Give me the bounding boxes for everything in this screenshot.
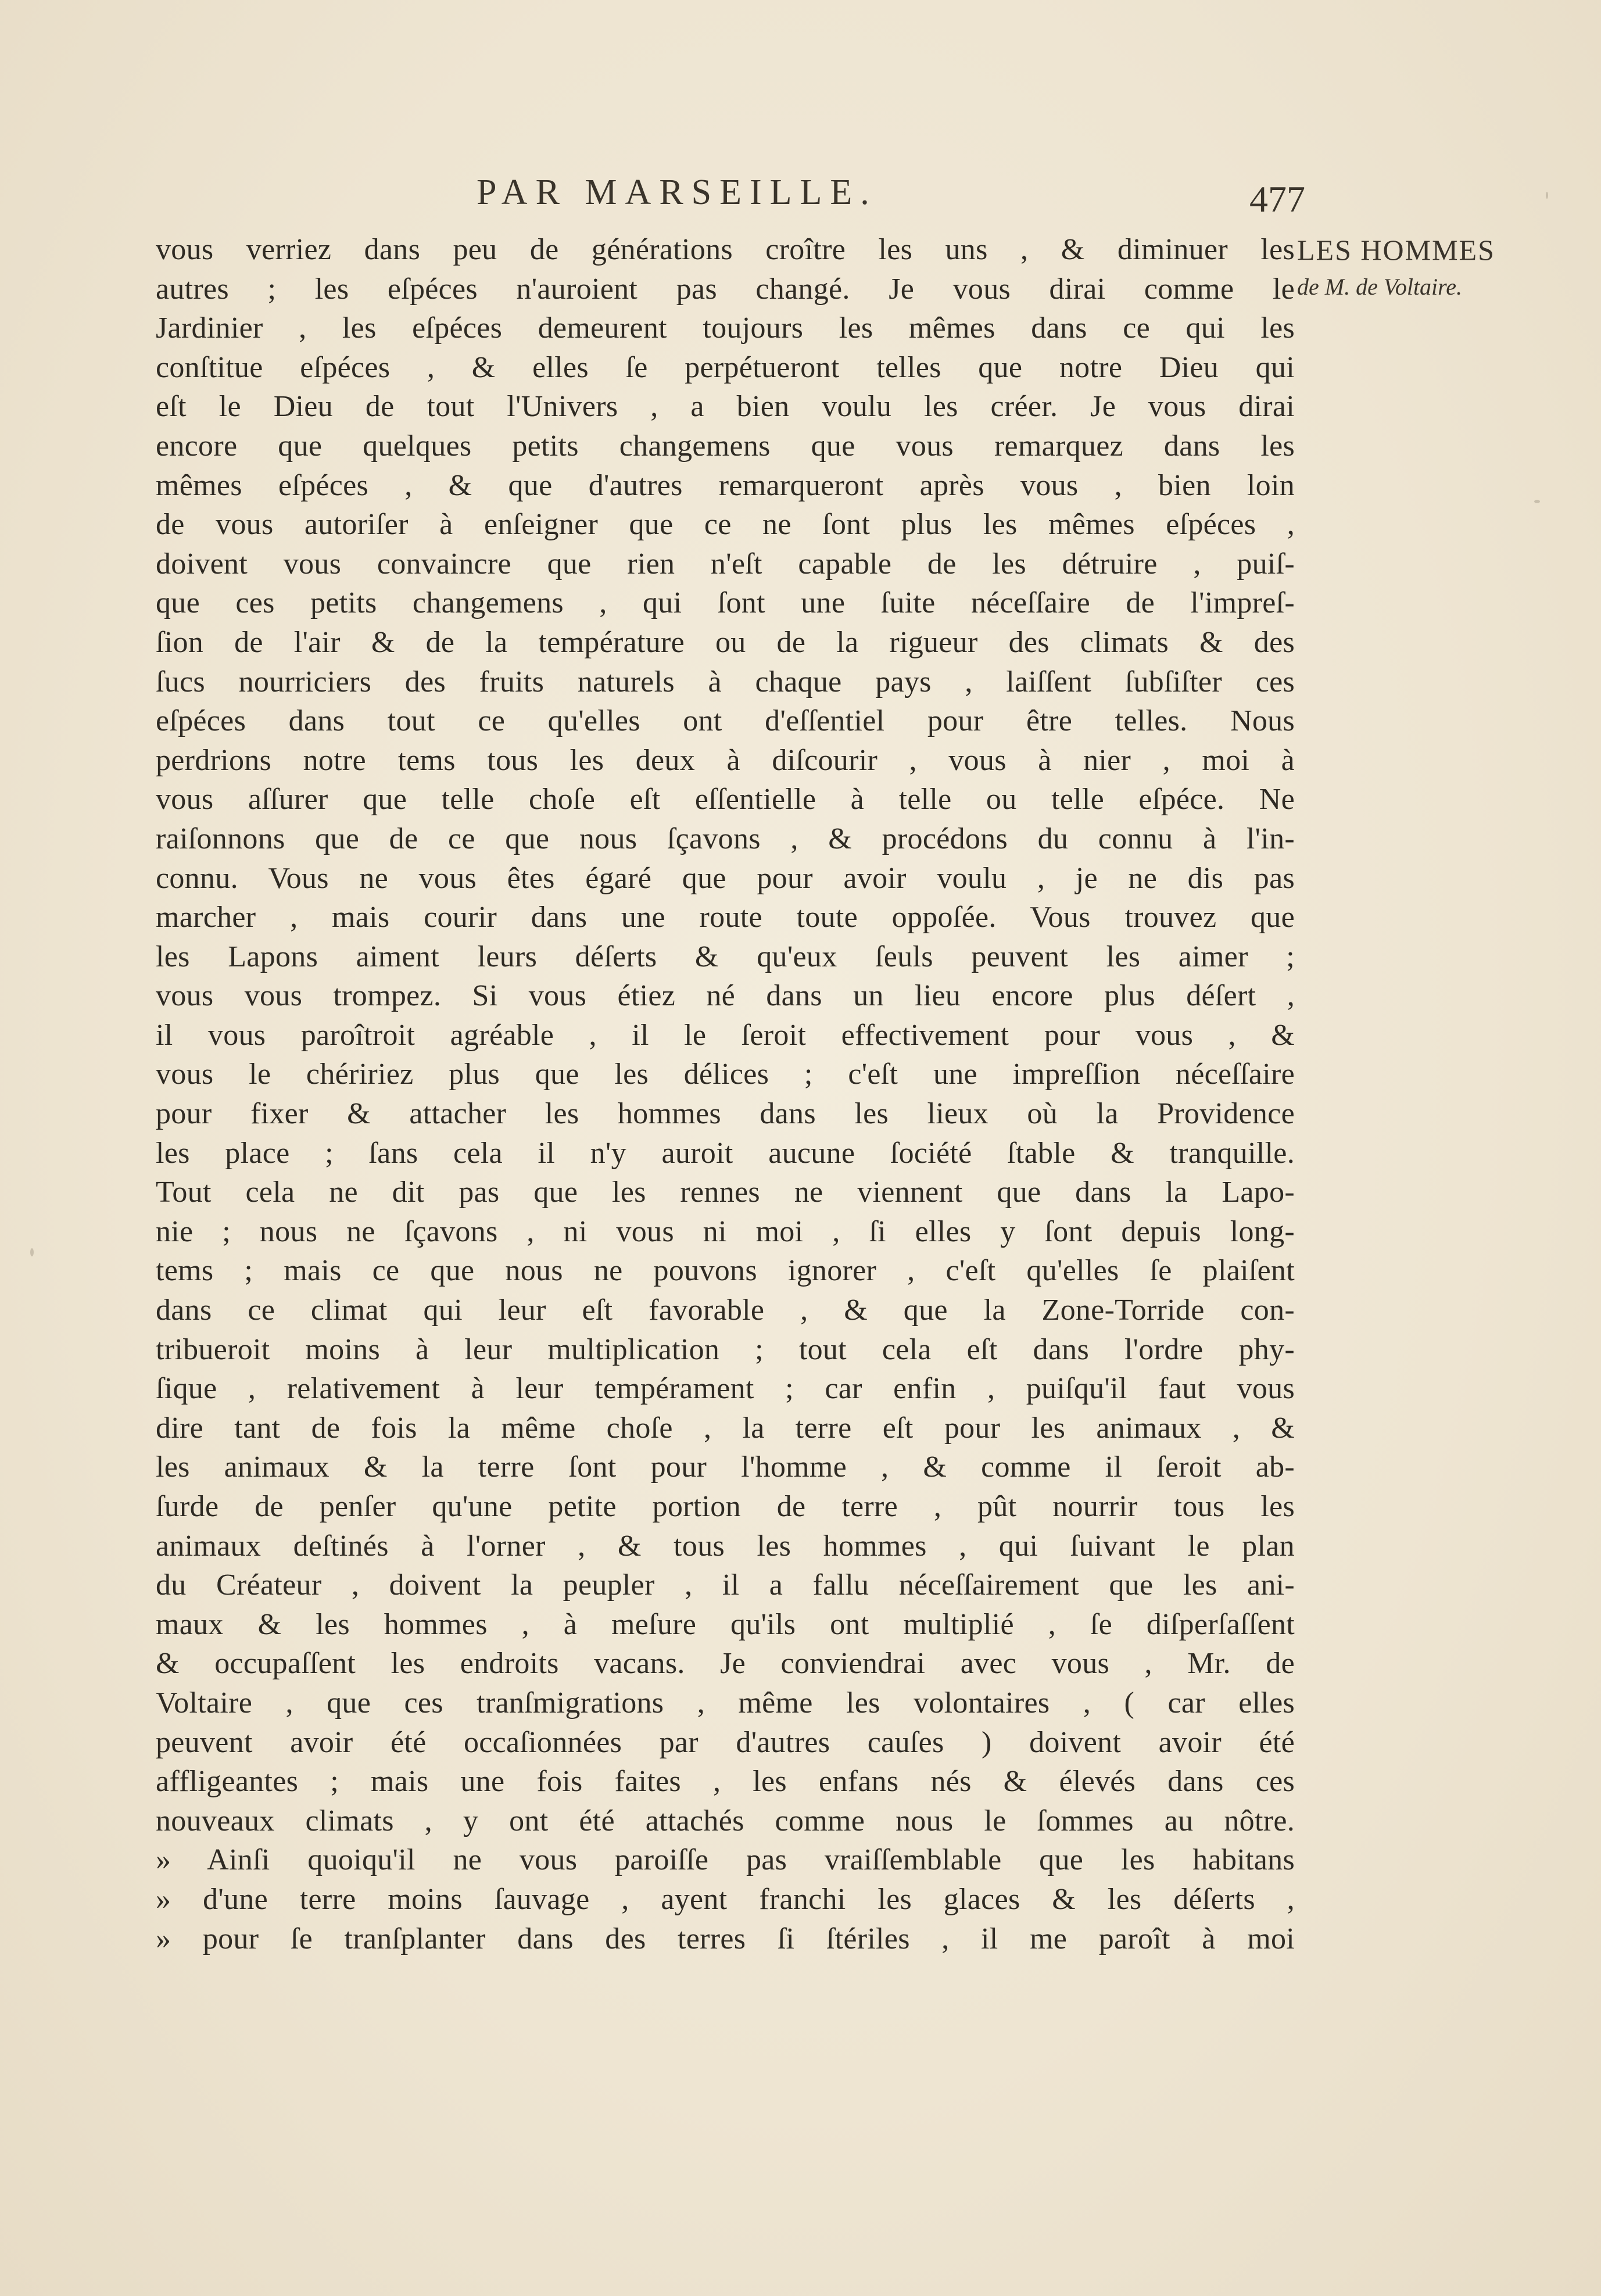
paper-speck <box>30 1248 34 1256</box>
text-line: marcher , mais courir dans une route toute oppoſée. Vous trouvez que <box>156 901 1295 934</box>
text-line: dire tant de fois la même choſe , la terre eſt pour les animaux , & <box>156 1411 1295 1445</box>
text-line: du Créateur , doivent la peupler , il a fallu néceſſairement que les ani- <box>156 1568 1295 1602</box>
margin-note <box>1297 231 1588 306</box>
text-line: conſtitue eſpéces , & elles ſe perpétueront telles que notre Dieu qui <box>156 350 1295 384</box>
margin-note-source: de M. de Voltaire. <box>1297 274 1463 300</box>
text-line: nie ; nous ne ſçavons , ni vous ni moi , ſi elles y ſont depuis long- <box>156 1215 1295 1248</box>
text-line: ſion de l'air & de la température ou de la rigueur des climats & des <box>156 625 1295 659</box>
text-line: pour fixer & attacher les hommes dans les lieux où la Providence <box>156 1097 1295 1131</box>
text-line: affligeantes ; mais une fois faites , les enfans nés & élevés dans ces <box>156 1765 1295 1799</box>
text-line: les Lapons aiment leurs déſerts & qu'eux ſeuls peuvent les aimer ; <box>156 940 1295 973</box>
text-line: dans ce climat qui leur eſt favorable , & que la Zone-Torride con- <box>156 1294 1295 1327</box>
text-line: vous verriez dans peu de générations croître les uns , & diminuer les <box>156 233 1295 266</box>
text-line: que ces petits changemens , qui ſont une ſuite néceſſaire de l'impreſ- <box>156 586 1295 620</box>
text-line: vous vous trompez. Si vous étiez né dans un lieu encore plus déſert , <box>156 979 1295 1013</box>
text-line: maux & les hommes , à meſure qu'ils ont multiplié , ſe diſperſaſſent <box>156 1607 1295 1641</box>
paper-speck <box>1534 500 1540 503</box>
text-line: nouveaux climats , y ont été attachés comme nous le ſommes au nôtre. <box>156 1804 1295 1837</box>
text-line: ſucs nourriciers des fruits naturels à chaque pays , laiſſent ſubſiſter ces <box>156 665 1295 699</box>
body-text <box>156 230 1295 1958</box>
text-line: Tout cela ne dit pas que les rennes ne viennent que dans la Lapo- <box>156 1176 1295 1209</box>
text-line: autres ; les eſpéces n'auroient pas changé. Je vous dirai comme le <box>156 272 1295 306</box>
text-line: perdrions notre tems tous les deux à diſcourir , vous à nier , moi à <box>156 743 1295 777</box>
text-line: doivent vous convaincre que rien n'eſt capable de les détruire , puiſ- <box>156 547 1295 581</box>
text-line: encore que quelques petits changemens que vous remarquez dans les <box>156 429 1295 463</box>
text-line: » pour ſe tranſplanter dans des terres ſi ſtériles , il me paroît à moi <box>156 1922 1295 1955</box>
text-line: » d'une terre moins ſauvage , ayent franchi les glaces & les déſerts , <box>156 1882 1295 1916</box>
text-line: raiſonnons que de ce que nous ſçavons , & procédons du connu à l'in- <box>156 822 1295 855</box>
text-line: ſurde de penſer qu'une petite portion de terre , pût nourrir tous les <box>156 1490 1295 1523</box>
page-number: 477 <box>1249 178 1305 220</box>
text-line: les animaux & la terre ſont pour l'homme , & comme il ſeroit ab- <box>156 1450 1295 1484</box>
text-line: eſpéces dans tout ce qu'elles ont d'eſſentiel pour être telles. Nous <box>156 704 1295 738</box>
text-line: animaux deſtinés à l'orner , & tous les hommes , qui ſuivant le plan <box>156 1529 1295 1563</box>
text-line: tems ; mais ce que nous ne pouvons ignorer , c'eſt qu'elles ſe plaiſent <box>156 1254 1295 1288</box>
text-line: & occupaſſent les endroits vacans. Je conviendrai avec vous , Mr. de <box>156 1647 1295 1681</box>
text-line: » Ainſi quoiqu'il ne vous paroiſſe pas vraiſſemblable que les habitans <box>156 1843 1295 1877</box>
text-line: Jardinier , les eſpéces demeurent toujours les mêmes dans ce qui les <box>156 311 1295 345</box>
paper-speck <box>1546 192 1548 199</box>
text-line: eſt le Dieu de tout l'Univers , a bien voulu les créer. Je vous dirai <box>156 390 1295 424</box>
text-line: il vous paroîtroit agréable , il le ſeroit effectivement pour vous , & <box>156 1018 1295 1052</box>
running-head: PAR MARSEILLE. <box>477 173 877 212</box>
text-line: de vous autoriſer à enſeigner que ce ne ſont plus les mêmes eſpéces , <box>156 508 1295 542</box>
text-line: mêmes eſpéces , & que d'autres remarqueront après vous , bien loin <box>156 468 1295 502</box>
text-line: vous le chéririez plus que les délices ; c'eſt une impreſſion néceſſaire <box>156 1058 1295 1091</box>
text-line: connu. Vous ne vous êtes égaré que pour avoir voulu , je ne dis pas <box>156 861 1295 895</box>
text-line: vous aſſurer que telle choſe eſt eſſentielle à telle ou telle eſpéce. Ne <box>156 783 1295 816</box>
text-line: tribueroit moins à leur multiplication ; tout cela eſt dans l'ordre phy- <box>156 1333 1295 1366</box>
text-line: ſique , relativement à leur tempérament ; car enfin , puiſqu'il faut vous <box>156 1372 1295 1406</box>
text-line: les place ; ſans cela il n'y auroit aucune ſociété ſtable & tranquille. <box>156 1136 1295 1170</box>
margin-note-title: LES HOMMES <box>1297 234 1495 266</box>
text-line: peuvent avoir été occaſionnées par d'autres cauſes ) doivent avoir été <box>156 1725 1295 1759</box>
text-line: Voltaire , que ces tranſmigrations , même les volontaires , ( car elles <box>156 1686 1295 1720</box>
